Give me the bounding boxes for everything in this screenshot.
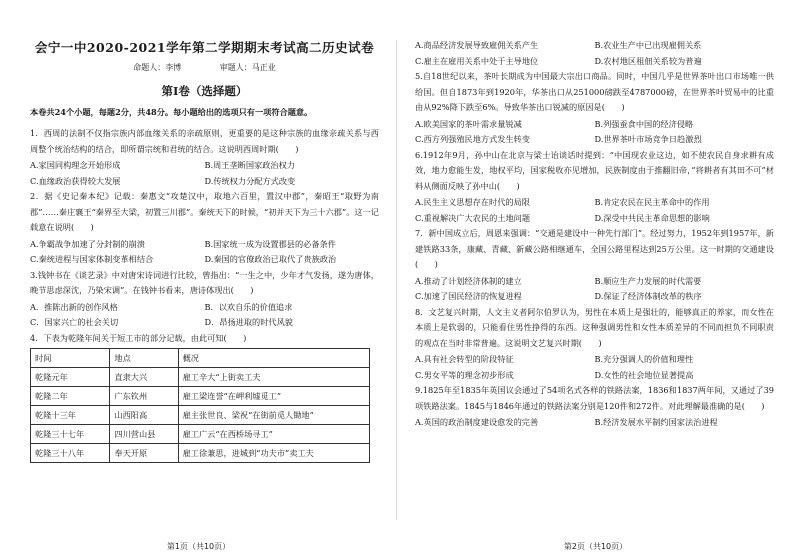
- option: C.雇主在雇用关系中处于主导地位: [415, 55, 539, 66]
- reviewer: 审题人：马正业: [219, 63, 276, 72]
- options-2: [30, 237, 379, 268]
- table-cell: 雇工徐兼思，进城到“功夫市”卖工夫: [178, 444, 369, 463]
- part-heading: 第Ⅰ卷（选择题）: [161, 84, 248, 98]
- table-row: [31, 387, 370, 406]
- option: C.血缘政治获得较大发展: [30, 175, 121, 186]
- option: D.深受中共民主革命思想的影响: [594, 212, 710, 223]
- authors-line: [30, 62, 379, 73]
- author: 命题人：李博: [133, 63, 182, 72]
- table-cell: 地点: [110, 349, 178, 368]
- instructions: 本卷共24个小题，每题2分，共48分。每小题给出的选项只有一项符合题意。: [30, 107, 313, 117]
- table-cell: 乾隆三十八年: [31, 444, 110, 463]
- option: D.秦国的官僚政治已取代了贵族政治: [204, 254, 337, 264]
- question-7: 7．新中国成立后，周恩来强调：“交通是建设中一种先行部门”。经过努力，1952年到1957年，新建铁路33条，康藏、青藏、新藏公路相继通车，全国公路里程达到25万公里。这一时期的交通建设( ): [415, 228, 774, 269]
- option: B.周王垄断国家政治权力: [204, 160, 295, 170]
- table-cell: 广东钦州: [110, 387, 178, 406]
- table-cell: 山西阳高: [110, 406, 178, 425]
- table-cell: 乾隆二年: [31, 387, 110, 406]
- option: A.家国同构理念开始形成: [30, 160, 121, 170]
- options-7: [415, 274, 774, 305]
- table-row: [31, 406, 370, 425]
- option: D.女性的社会地位显著提高: [594, 369, 694, 380]
- option: A.争霸战争加速了分封制的崩溃: [30, 238, 145, 249]
- table-row: [31, 444, 370, 463]
- table-cell: 四川营山县: [110, 425, 178, 444]
- table-cell: 雇主张世良、梁祝“在街前觅人锄地”: [178, 406, 369, 425]
- option: A.商品经济发展导致雇佣关系产生: [415, 40, 539, 50]
- option: B.充分强调人的价值和理性: [594, 354, 694, 364]
- table-cell: 时间: [31, 349, 110, 368]
- page-number-right: 第2页（共10页）: [563, 542, 628, 551]
- options-6: [415, 195, 774, 226]
- option: D.保证了经济体制改革的秩序: [594, 291, 702, 301]
- table-header-row: [31, 349, 370, 368]
- exam-title: 会宁一中2020-2021学年第二学期期末考试高二历史试卷: [34, 40, 375, 55]
- table-row: [31, 368, 370, 387]
- options-3: [30, 300, 379, 331]
- option: D.世界茶叶市场竞争日趋激烈: [594, 134, 702, 144]
- question-6: 6.1912年9月，孙中山在北京与梁士诒谈话时提到：“中国现农业这边，如不使农民自身求耕有成效，地力愈能生发，地权平均，国家税收亦见增加，民族制度由于推翻旧帝，”将耕者有其田不可”材料从侧面反映了孙中山( ): [415, 149, 774, 191]
- option: C．国家兴亡的社会关切: [30, 317, 119, 327]
- table-cell: 乾隆三十七年: [31, 425, 110, 444]
- table-cell: 奉天开原: [110, 444, 178, 463]
- option: A．推陈出新的创作风格: [30, 301, 118, 312]
- option: B.列强蚕食中国的经济侵略: [594, 118, 694, 129]
- option: A.欧美国家的茶叶需求量锐减: [415, 118, 522, 129]
- option: B.农业生产中已出现雇佣关系: [594, 40, 702, 50]
- question-2: 2．据《史记秦本纪》记载：秦惠文“攻楚汉中，取地六百里，置汉中郡”，秦昭王“取野为南郡”……秦庄襄王“秦界至大梁，初置三川郡”。秦统天下的时候，“初并天下为三十六郡”。这一记载意在说明( ): [30, 191, 379, 232]
- table-row: [31, 425, 370, 444]
- option: A.民生主义思想存在时代的局限: [415, 197, 530, 207]
- option: A.英国的政治制度建设愈发的完善: [415, 417, 539, 427]
- option: B.肯定农民在民主革命中的作用: [594, 197, 710, 207]
- option: C.男女平等的理念初步形成: [415, 369, 514, 380]
- option: C.秦统进程与国家体制变革相结合: [30, 254, 154, 264]
- question-8: 8．文艺复兴时期，人文主义者阿尔伯罗认为，男性在本质上是强壮的，能够真正的养家，而女性在本质上是软弱的，只能看住男性挣得的东西。这种强调男性和女性本质差异的不同而担负不同职责的观点在当时非常普遍。这说明文艺复兴时期( ): [415, 306, 774, 348]
- table-cell: 雇工辛大“上街卖工夫: [178, 368, 369, 387]
- question-3: 3.钱钟书在《谈艺录》中对唐宋诗词进行比较，曾指出：“一生之中，少年才气发扬，遂为唐体，晚节思虑深沈，乃染宋调”。在钱钟书看来，唐诗体现出( ): [30, 269, 379, 295]
- table-cell: 雇工广云“在西桥场寻工”: [178, 425, 369, 444]
- option: B.顺应生产力发展的时代需要: [594, 275, 702, 286]
- option: D．昂扬进取的时代风貌: [204, 317, 293, 327]
- question-9: 9.1825年至1835年英国议会通过了54项名式各样的铁路法案，1836和1837两年间，又通过了39项铁路法案。1845与1846年通过的铁路法案分别是120件和272件。对此理解最准确的是( ): [415, 385, 774, 411]
- option: D.传统权力分配方式改变: [204, 175, 296, 186]
- table-cell: 概况: [178, 349, 369, 368]
- table-cell: 雇工梁连誉“在岬利墟觅工”: [178, 387, 369, 406]
- options-9: [415, 415, 774, 431]
- option: C.重视解决广大农民的土地问题: [415, 212, 531, 223]
- options-5: [415, 117, 774, 148]
- option: B.国家统一成为设置郡县的必备条件: [204, 238, 336, 249]
- table-cell: 直隶大兴: [110, 368, 178, 387]
- options-1: [30, 158, 379, 189]
- options-4: [415, 38, 774, 69]
- page-right: [397, 0, 794, 560]
- question-1: 1．西周的法制不仅指宗族内部血缘关系的亲疏原则，更重要的是这种宗族的血缘亲疏关系与西周整个统治结构的结合，即所谓宗统和君统的结合。这说明西周时期( ): [30, 128, 379, 154]
- page-number-left: 第1页（共10页）: [166, 542, 231, 551]
- question-4: 4．下表为乾隆年间关于短工市的部分记载，由此可知( ): [30, 332, 247, 343]
- option: B．以欢自乐的价值追求: [204, 301, 293, 312]
- option: A.推动了计划经济体制的建立: [415, 275, 522, 286]
- option: A.具有社会转型的阶段特征: [415, 354, 514, 364]
- data-table: [30, 348, 370, 463]
- table-cell: 乾隆十三年: [31, 406, 110, 425]
- table-cell: 乾隆元年: [31, 368, 110, 387]
- option: C.加速了国民经济的恢复进程: [415, 291, 522, 301]
- option: B.经济发展水平制约国家法治进程: [594, 417, 718, 427]
- question-5: 5.自18世纪以来，茶叶长期成为中国最大宗出口商品。同时，中国几乎是世界茶叶出口市场唯一供给国。但自1873年到1920年，华茶出口从251000磅跌至4787000磅，在世界茶叶贸易中的比重由从92%降下跌至6%。导致华茶出口锐减的原因是( ): [415, 71, 774, 112]
- option: C.西方列强殖民地方式发生转变: [415, 134, 531, 144]
- options-8: [415, 352, 774, 383]
- option: D.农村地区租佃关系较为普遍: [594, 55, 702, 66]
